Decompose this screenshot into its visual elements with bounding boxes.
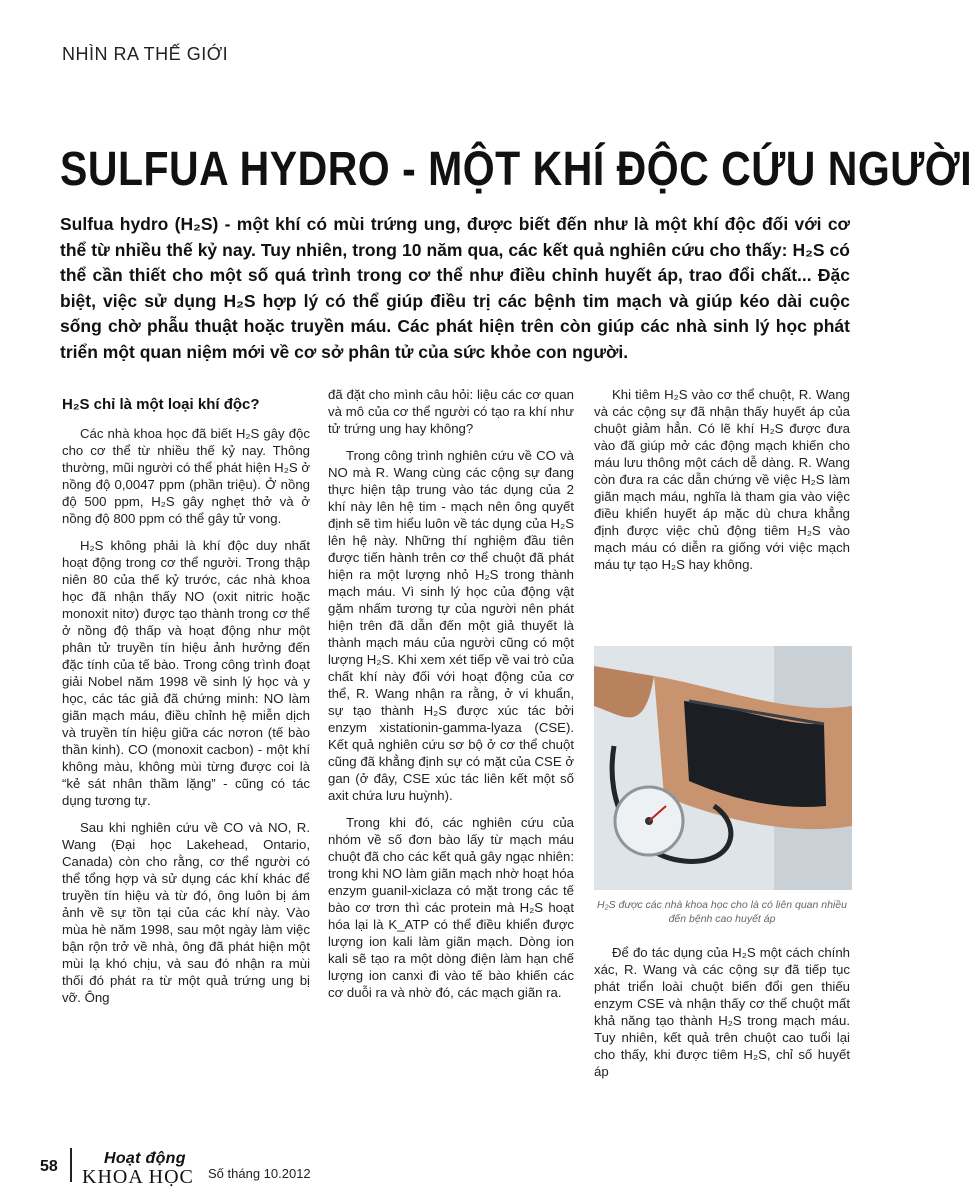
article-lead [60,212,850,365]
paragraph: Trong công trình nghiên cứu về CO và NO mà R. Wang cùng các cộng sự đang thực hiện tập trung vào tác dụng của 2 khí này lên hệ tim - mạch nên ông quyết định sẽ tìm hiểu luôn về tác dụng của H₂S lên hệ này. Những thí nghiệm đầu tiên được tiến hành trên cơ thể chuột đã phát hiện ra một lượng nhỏ H₂S trong thành mạch máu. Vì sinh lý học của động vật gặm nhấm tương tự của người nên phát hiện trên đã dẫn đến một giả thuyết là thành mạch máu của người cũng có một lượng H₂S. Khi xem xét tiếp về vai trò của chất khí này đối với hoạt động của cơ thể, R. Wang nhận ra rằng, ở vi khuẩn, sự tạo thành H₂S được xúc tác bởi enzym xistationin-gamma-lyaza (CSE). Kết quả nghiên cứu sơ bộ ở cơ thể chuột cũng đã khẳng định sự có mặt của CSE ở gan (ở đây, CSE xúc tác liên kết một số axit chứa lưu huỳnh). [328,448,574,803]
section-label: NHÌN RA THẾ GIỚI [62,44,229,64]
photo-caption: H₂S được các nhà khoa học cho là có liên quan nhiều đến bệnh cao huyết áp [597,899,847,925]
paragraph: đã đặt cho mình câu hỏi: liệu các cơ quan và mô của cơ thể người có tạo ra khí như tử trứng ung hay không? [328,387,574,436]
magazine-brand-top: Hoạt động [104,1150,186,1167]
article-title: SULFUA HYDRO - MỘT KHÍ ĐỘC CỨU NGƯỜI [60,141,972,196]
footer-divider [70,1148,72,1182]
page-footer [0,1140,862,1189]
paragraph: Các nhà khoa học đã biết H₂S gây độc cho cơ thể từ nhiều thế kỷ nay. Thông thường, mũi người có thể phát hiện H₂S ở nồng độ 0,0047 ppm (phần triệu). Ở nồng độ 500 ppm, H₂S gây nghẹt thở và ở nồng độ 800 ppm có thể gây tử vong. [62,426,310,526]
paragraph: Khi tiêm H₂S vào cơ thể chuột, R. Wang và các cộng sự đã nhận thấy huyết áp của chuột giảm hẳn. Có lẽ khí H₂S được đưa vào đã giúp mở các động mạch khiến cho máu lưu thông một cách dễ dàng. R. Wang còn đưa ra các dẫn chứng về việc H₂S làm giãn mạch máu, nghĩa là tham gia vào việc điều khiển huyết áp mặc dù chưa khẳng định được việc chủ động tiêm H₂S vào mạch máu có diễn ra giống với việc mạch máu tự tạo H₂S hay không. [594,387,850,572]
paragraph: Sau khi nghiên cứu về CO và NO, R. Wang (Đại học Lakehead, Ontario, Canada) còn cho rằng, cơ thể người có thể tổng hợp và sử dụng các khí khác để truyền tín hiệu và từ đó, ông luôn bị ám ảnh về sự tồn tại của các khí này. Vào mùa hè năm 1998, sau một ngày làm việc bận rộn trở về nhà, ông đã phát hiện một mùi lạ khó chịu, và sau đó nhận ra mùi thối đó phát ra từ một quả trứng ung bị vỡ. Ông [62,820,310,1005]
column-3 [594,386,850,583]
blood-pressure-photo [594,646,852,890]
column-1 [62,392,310,1016]
column-2 [328,386,574,1011]
paragraph: H₂S không phải là khí độc duy nhất hoạt động trong cơ thể người. Trong thập niên 80 của thế kỷ trước, các nhà khoa học đã nhận thấy NO (oxit nitric hoặc monoxit nitơ) được tạo thành trong cơ thể ở nồng độ thấp và hoạt động như một phân tử truyền tín hiệu ảnh hưởng đến đặc tính của tế bào. Trong công trình đoạt giải Nobel năm 1998 về sinh lý học và y học, các tác giả đã chứng minh: NO làm giãn mạch máu, điều chỉnh hệ miễn dịch và truyền tín hiệu giữa các nơron (tế bào thần kinh). CO (monoxit cacbon) - một khí không màu, không mùi từng được coi là “kẻ sát nhân thầm lặng” - cũng có tác dụng tương tự. [62,538,310,808]
lead-paragraph: Sulfua hydro (H₂S) - một khí có mùi trứng ung, được biết đến như là một khí độc đối với cơ thể từ nhiều thế kỷ nay. Tuy nhiên, trong 10 năm qua, các kết quả nghiên cứu cho thấy: H₂S có thể cần thiết cho một số quá trình trong cơ thể như điều chỉnh huyết áp, trao đổi chất... Đặc biệt, việc sử dụng H₂S hợp lý có thể giúp điều trị các bệnh tim mạch và giúp kéo dài cuộc sống chờ phẫu thuật hoặc truyền máu. Các phát hiện trên còn giúp các nhà sinh lý học phát triển một quan niệm mới về cơ sở phân tử của sức khỏe con người. [60,214,850,362]
paragraph: Để đo tác dụng của H₂S một cách chính xác, R. Wang và các cộng sự đã tiếp tục phát triển loài chuột biến đổi gen thiếu enzym CSE và nhận thấy cơ thể chuột mất khả năng tạo thành H₂S trong mạch máu. Tuy nhiên, kết quả trên chuột cao tuổi lại cho thấy, khi được tiêm H₂S, chỉ số huyết áp [594,945,850,1079]
blood-pressure-cuff-illustration [594,646,852,890]
paragraph: Trong khi đó, các nghiên cứu của nhóm về số đơn bào lấy từ mạch máu chuột đã cho các kết quả gây ngạc nhiên: trong khi NO làm giãn mạch nhờ hoạt hóa enzym guanil-xiclaza có mặt trong các tế bào cơ trơn thì các protein mà H₂S hoạt hóa lại là K_ATP có thể điều khiển được lượng ion kali làm giãn mạch. Dòng ion kali sẽ tạo ra một dòng điện làm hạn chế lượng ion canxi đi vào tế bào khiến các cơ duỗi ra và nhờ đó, các mạch giãn ra. [328,815,574,1000]
issue-date: Số tháng 10.2012 [208,1166,311,1181]
column-3-continued [594,944,850,1090]
magazine-brand-bottom: KHOA HỌC [82,1166,194,1188]
page-number: 58 [40,1158,58,1175]
subheading: H₂S chỉ là một loại khí độc? [62,396,260,413]
